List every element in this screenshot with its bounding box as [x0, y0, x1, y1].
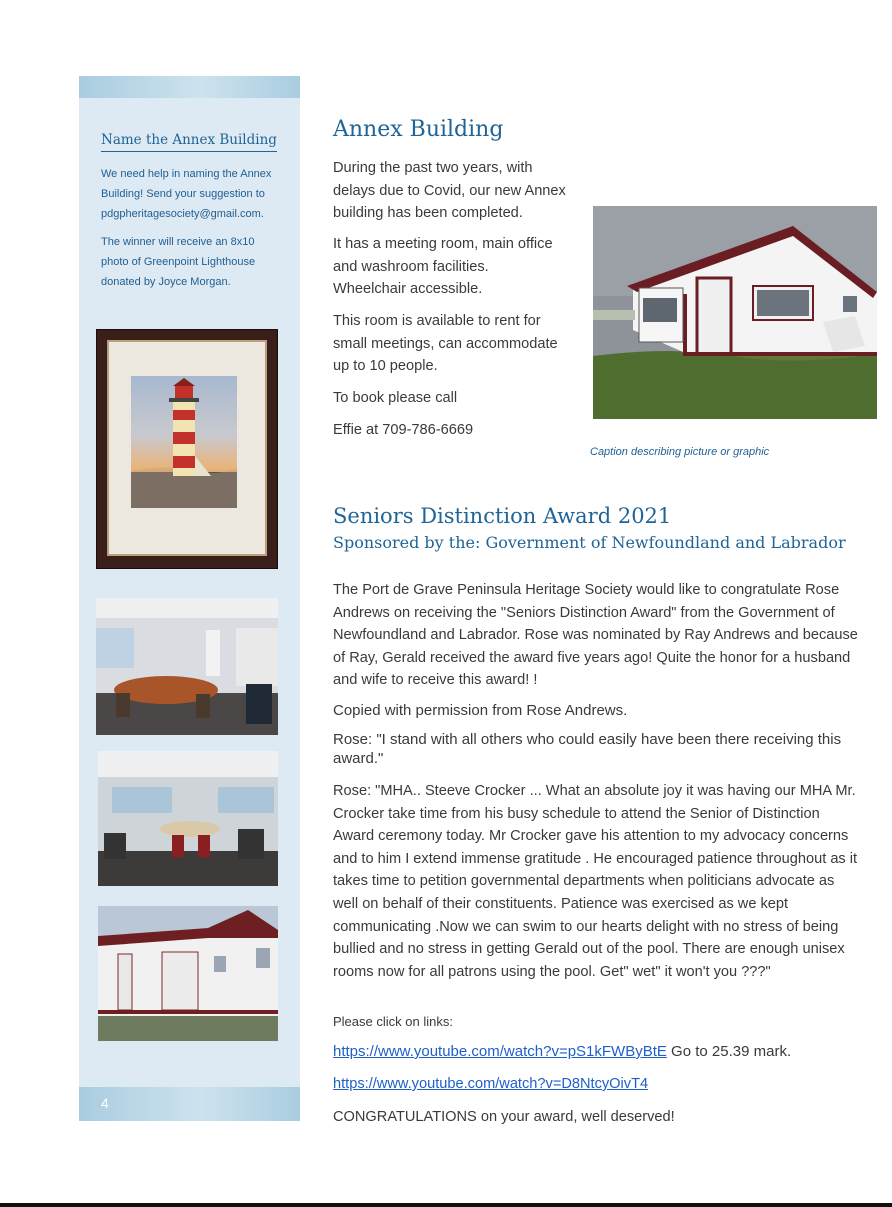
award-title: Seniors Distinction Award 2021: [333, 504, 672, 528]
link-note: Go to 25.39 mark.: [666, 1043, 792, 1060]
link-line: [333, 1073, 863, 1096]
annex-contact: Effie at 709-786-6669: [333, 422, 474, 438]
youtube-link[interactable]: https://www.youtube.com/watch?v=pS1kFWByBtE: [333, 1043, 667, 1060]
annex-paragraph: To book please call: [333, 390, 458, 406]
lighthouse-framed-photo: [96, 329, 278, 569]
meeting-room-photo: [96, 598, 278, 735]
award-quote: Rose: "I stand with all others who could easily have been there receiving this award.": [333, 731, 842, 767]
sidebar-paragraph: The winner will receive an 8x10 photo of Greenpoint Lighthouse donated by Joyce Morgan.: [101, 236, 256, 288]
footer-rule: [0, 1203, 892, 1207]
award-paragraph: The Port de Grave Peninsula Heritage Society would like to congratulate Rose Andrews on receiving the "Seniors Distinction Award" from the Government of Newfoundland and Labrador. Rose was nominated by Ray Andrews and because of Ray, Gerald received the award five years ago! Quite the honor for a husband and wife to receive this award! !: [333, 582, 858, 689]
photo-caption: Caption describing picture or graphic: [590, 446, 770, 458]
links-intro: Please click on links:: [333, 1014, 453, 1029]
sidebar-paragraph: We need help in naming the Annex Building! Send your suggestion to pdgpheritagesociety@gmail.com.: [101, 168, 272, 220]
sidebar-bottom-band: [79, 1087, 300, 1121]
annex-building-photo: [593, 206, 877, 419]
award-paragraph: Copied with permission from Rose Andrews.: [333, 702, 628, 719]
sidebar: [79, 76, 300, 1121]
sidebar-heading: Name the Annex Building: [101, 132, 277, 152]
annex-paragraph: During the past two years, with delays due to Covid, our new Annex building has been completed.: [333, 160, 566, 222]
sidebar-top-band: [79, 76, 300, 98]
annex-exterior-photo: [98, 906, 278, 1041]
annex-title: Annex Building: [333, 117, 504, 142]
page-number: 4: [101, 1095, 109, 1111]
youtube-link[interactable]: https://www.youtube.com/watch?v=D8NtcyOivT4: [333, 1076, 649, 1092]
link-line: [333, 1041, 863, 1064]
annex-paragraph: This room is available to rent for small meetings, can accommodate up to 10 people.: [333, 313, 558, 375]
lighthouse-image: [131, 376, 237, 508]
award-quote: Rose: "MHA.. Steeve Crocker ... What an absolute joy it was having our MHA Mr. Crocker take time from his busy schedule to attend the Senior of Distinction Award ceremony today. Mr Crocker gave his attention to my advocacy concerns and to him I extend immense gratitude . He encouraged patience throughout as it takes time to petition governmental departments when politicians advocate as well on behalf of their constituents. Patience was exercised as we kept communicating .Now we can swim to our hearts delight with no stress of being bullied and no stress in getting Gerald out of the pool. There are enough unisex rooms now for all patrons using the pool. Get" wet" it won't you ???": [333, 783, 858, 980]
meeting-room-photo: [98, 751, 278, 886]
closing-text: CONGRATULATIONS on your award, well deserved!: [333, 1109, 675, 1125]
annex-paragraph: It has a meeting room, main office and washroom facilities. Wheelchair accessible.: [333, 236, 553, 298]
award-subtitle: Sponsored by the: Government of Newfoundland and Labrador: [333, 533, 846, 552]
